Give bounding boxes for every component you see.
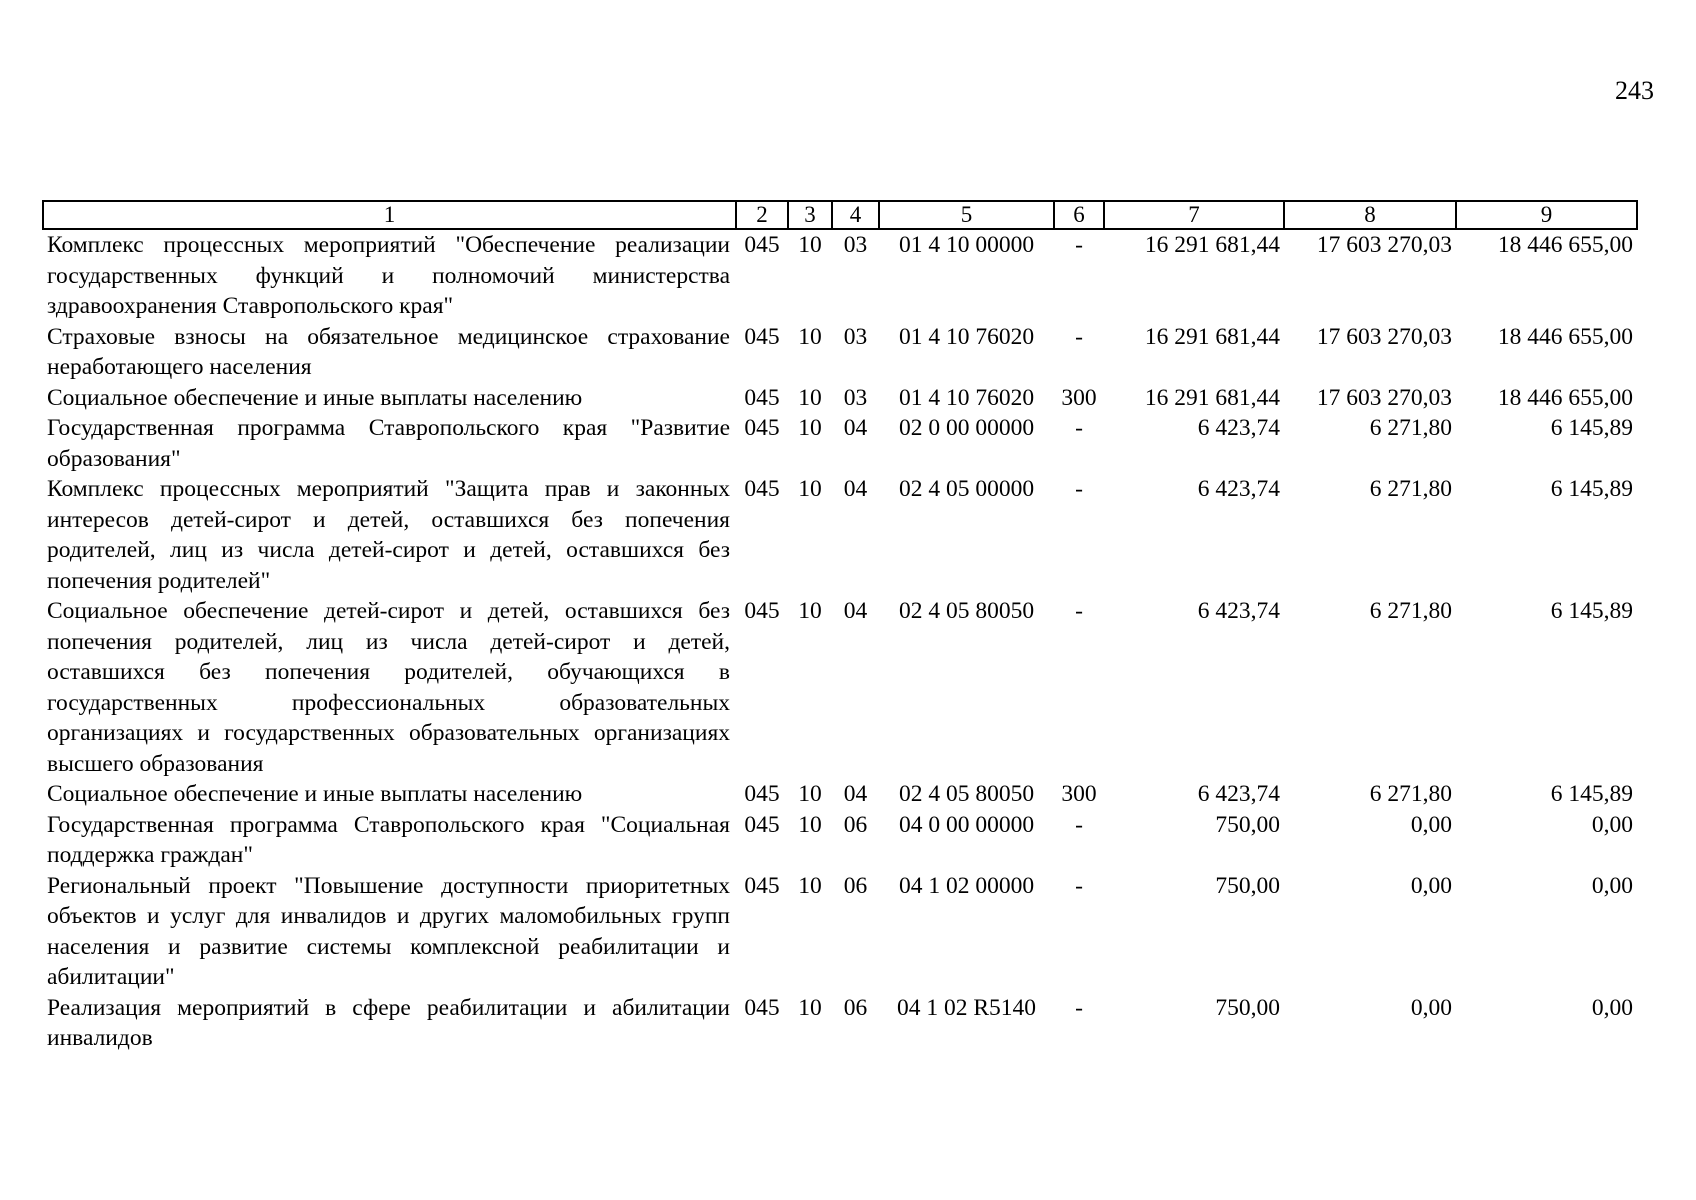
amount-col7: 16 291 681,44 (1144, 384, 1280, 411)
amount-col7: 16 291 681,44 (1144, 232, 1280, 258)
row-name: Социальное обеспечение детей-сирот и детей, оставшихся без попечения родителей, лиц из числа детей-сирот и детей, оставшихся без попечения родителей, обучающихся в государственных профессиональных образовательных организациях и государственных образовательных организациях высшего образования (47, 598, 730, 777)
target-article-code: 02 4 05 80050 (898, 781, 1035, 807)
row-name: Социальное обеспечение и иные выплаты населению (47, 384, 583, 411)
section-code: 10 (798, 384, 822, 411)
amount-col9: 6 145,89 (1550, 598, 1633, 624)
table-row (43, 779, 1637, 810)
column-header-5: 5 (879, 201, 1054, 229)
amount-col9: 0,00 (1591, 994, 1633, 1021)
amount-col8: 6 271,80 (1369, 598, 1452, 624)
subsection-code: 06 (843, 811, 868, 838)
ministry-code: 045 (744, 781, 780, 807)
expense-type-code: 300 (1061, 781, 1097, 807)
subsection-code: 04 (843, 476, 868, 502)
amount-col8: 17 603 270,03 (1316, 323, 1452, 350)
row-name: Комплекс процессных мероприятий "Защита прав и законных интересов детей-сирот и детей, оставшихся без попечения родителей, лиц из числа детей-сирот и детей, оставшихся без попечения родителей" (47, 476, 730, 594)
row-name: Комплекс процессных мероприятий "Обеспечение реализации государственных функций и полномочий министерства здравоохранения Ставропольского края" (47, 232, 730, 319)
ministry-code: 045 (744, 232, 780, 258)
table-row (43, 474, 1637, 596)
row-name: Социальное обеспечение и иные выплаты населению (47, 781, 583, 807)
table-row (43, 383, 1637, 414)
column-header-4: 4 (832, 201, 879, 229)
row-name: Реализация мероприятий в сфере реабилитации и абилитации инвалидов (47, 994, 730, 1051)
section-code: 10 (798, 811, 822, 838)
section-code: 10 (798, 598, 822, 624)
subsection-code: 04 (843, 598, 868, 624)
target-article-code: 02 4 05 80050 (898, 598, 1035, 624)
expense-type-code: - (1075, 872, 1083, 899)
target-article-code: 04 1 02 00000 (898, 872, 1035, 899)
page-number: 243 (1615, 76, 1654, 105)
amount-col9: 6 145,89 (1550, 781, 1633, 807)
ministry-code: 045 (744, 994, 780, 1021)
table-row (43, 810, 1637, 871)
column-header-9: 9 (1456, 201, 1637, 229)
expense-type-code: - (1075, 323, 1083, 350)
expense-type-code: - (1075, 811, 1083, 838)
amount-col7: 6 423,74 (1197, 415, 1280, 441)
expense-type-code: - (1075, 415, 1083, 441)
amount-col7: 6 423,74 (1197, 598, 1280, 624)
ministry-code: 045 (744, 598, 780, 624)
subsection-code: 04 (843, 781, 868, 807)
ministry-code: 045 (744, 415, 780, 441)
expense-type-code: - (1075, 232, 1083, 258)
budget-table (42, 200, 1638, 1054)
column-header-6: 6 (1054, 201, 1104, 229)
target-article-code: 02 4 05 00000 (898, 476, 1035, 502)
amount-col7: 6 423,74 (1197, 781, 1280, 807)
ministry-code: 045 (744, 872, 780, 899)
expense-type-code: - (1075, 994, 1083, 1021)
ministry-code: 045 (744, 323, 780, 350)
row-name: Государственная программа Ставропольского края "Социальная поддержка граждан" (47, 811, 730, 868)
column-header-1: 1 (43, 201, 736, 229)
amount-col9: 6 145,89 (1550, 415, 1633, 441)
section-code: 10 (798, 415, 822, 441)
amount-col8: 0,00 (1410, 872, 1452, 899)
section-code: 10 (798, 994, 822, 1021)
amount-col8: 0,00 (1410, 811, 1452, 838)
table-row (43, 871, 1637, 993)
amount-col8: 17 603 270,03 (1316, 232, 1452, 258)
expense-type-code: 300 (1061, 384, 1097, 411)
amount-col8: 6 271,80 (1369, 415, 1452, 441)
table-row (43, 993, 1637, 1054)
section-code: 10 (798, 476, 822, 502)
target-article-code: 01 4 10 00000 (898, 232, 1035, 258)
amount-col7: 750,00 (1215, 994, 1280, 1021)
row-name: Государственная программа Ставропольского края "Развитие образования" (47, 415, 730, 472)
amount-col7: 750,00 (1215, 872, 1280, 899)
table-row (43, 229, 1637, 322)
target-article-code: 01 4 10 76020 (898, 323, 1035, 350)
amount-col9: 18 446 655,00 (1497, 232, 1633, 258)
amount-col7: 16 291 681,44 (1144, 323, 1280, 350)
target-article-code: 04 0 00 00000 (898, 811, 1035, 838)
subsection-code: 06 (843, 872, 868, 899)
table-row (43, 322, 1637, 383)
amount-col8: 6 271,80 (1369, 781, 1452, 807)
amount-col8: 0,00 (1410, 994, 1452, 1021)
amount-col9: 6 145,89 (1550, 476, 1633, 502)
row-name: Страховые взносы на обязательное медицинское страхование неработающего населения (47, 323, 730, 380)
amount-col8: 17 603 270,03 (1316, 384, 1452, 411)
table-row (43, 596, 1637, 779)
section-code: 10 (798, 872, 822, 899)
subsection-code: 03 (843, 384, 868, 411)
column-header-2: 2 (736, 201, 788, 229)
section-code: 10 (798, 781, 822, 807)
amount-col8: 6 271,80 (1369, 476, 1452, 502)
section-code: 10 (798, 323, 822, 350)
expense-type-code: - (1075, 476, 1083, 502)
table-row (43, 413, 1637, 474)
subsection-code: 06 (843, 994, 868, 1021)
amount-col9: 18 446 655,00 (1497, 384, 1633, 411)
target-article-code: 02 0 00 00000 (898, 415, 1035, 441)
ministry-code: 045 (744, 811, 780, 838)
amount-col7: 6 423,74 (1197, 476, 1280, 502)
column-header-3: 3 (788, 201, 832, 229)
row-name: Региональный проект "Повышение доступности приоритетных объектов и услуг для инвалидов и других маломобильных групп населения и развитие системы комплексной реабилитации и абилитации" (47, 872, 730, 990)
column-header-7: 7 (1104, 201, 1284, 229)
header-row (43, 201, 1637, 229)
subsection-code: 04 (843, 415, 868, 441)
expense-type-code: - (1075, 598, 1083, 624)
target-article-code: 01 4 10 76020 (898, 384, 1035, 411)
ministry-code: 045 (744, 384, 780, 411)
ministry-code: 045 (744, 476, 780, 502)
amount-col7: 750,00 (1215, 811, 1280, 838)
target-article-code: 04 1 02 R5140 (896, 994, 1037, 1021)
column-header-8: 8 (1284, 201, 1456, 229)
amount-col9: 18 446 655,00 (1497, 323, 1633, 350)
amount-col9: 0,00 (1591, 872, 1633, 899)
subsection-code: 03 (843, 323, 868, 350)
subsection-code: 03 (843, 232, 868, 258)
amount-col9: 0,00 (1591, 811, 1633, 838)
section-code: 10 (798, 232, 822, 258)
